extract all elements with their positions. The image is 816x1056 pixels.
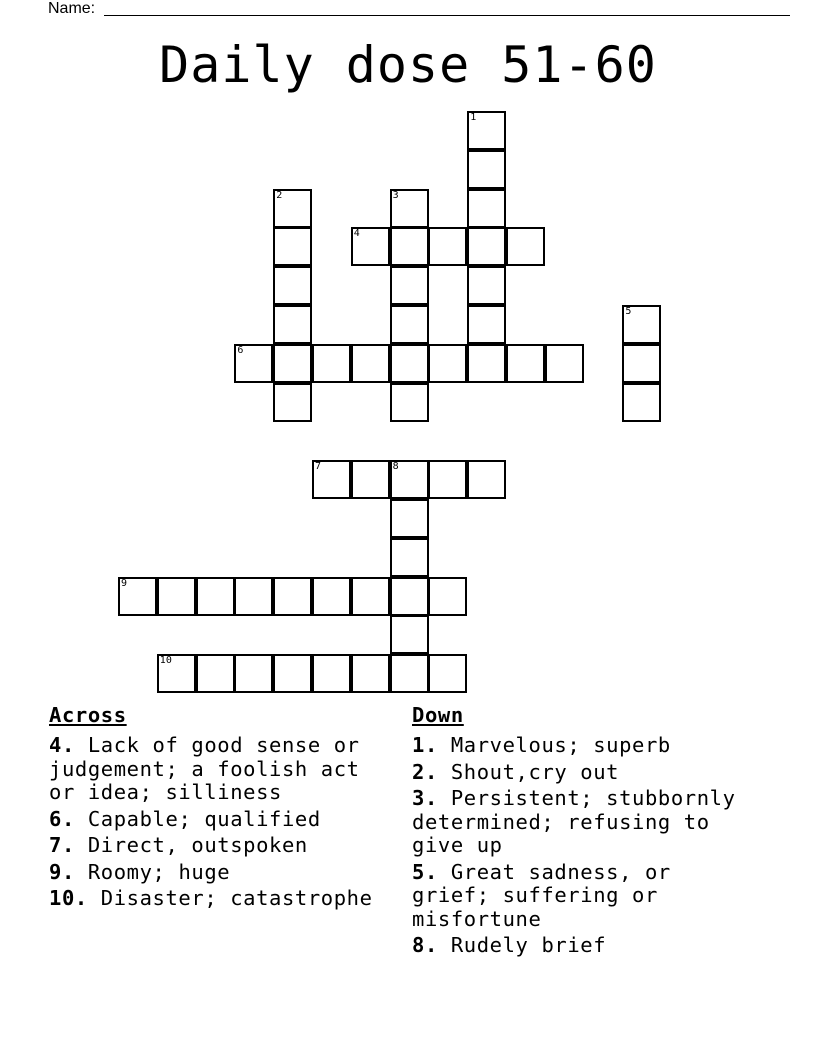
grid-cell[interactable] [428, 577, 467, 616]
clue-index: 9. [49, 859, 75, 884]
clue-text: Marvelous; superb [450, 733, 671, 757]
grid-cell[interactable] [351, 577, 390, 616]
grid-cell[interactable] [467, 227, 506, 266]
grid-cell[interactable] [273, 189, 312, 228]
grid-cell[interactable] [545, 344, 584, 383]
grid-cell[interactable] [467, 344, 506, 383]
clue-number: 10 [159, 655, 172, 667]
grid-cell[interactable] [622, 344, 661, 383]
grid-cell[interactable] [390, 383, 429, 422]
grid-cell[interactable] [157, 577, 196, 616]
grid-cell[interactable] [312, 344, 351, 383]
grid-cell[interactable] [312, 654, 351, 693]
down-clues [412, 702, 752, 961]
grid-cell[interactable] [390, 499, 429, 538]
clue-index: 8. [412, 933, 438, 957]
clue-text: Capable; qualified [87, 806, 321, 831]
clue-index: 6. [49, 806, 75, 831]
clue-index: 4. [49, 733, 75, 757]
across-heading: Across [49, 703, 127, 727]
grid-cell[interactable] [428, 460, 467, 499]
grid-cell[interactable] [428, 227, 467, 266]
across-clues [49, 702, 394, 914]
grid-cell[interactable] [351, 344, 390, 383]
grid-cell[interactable] [196, 654, 235, 693]
grid-cell[interactable] [506, 227, 545, 266]
grid-cell[interactable] [467, 111, 506, 150]
grid-cell[interactable] [351, 227, 390, 266]
grid-cell[interactable] [312, 577, 351, 616]
clue-number: 6 [237, 344, 244, 356]
clue-text: Great sadness, or grief; suffering or misfortune [412, 859, 671, 931]
grid-cell[interactable] [390, 344, 429, 383]
name-label: Name: [48, 0, 96, 17]
across-clue [49, 808, 394, 832]
clue-number: 3 [392, 189, 399, 201]
down-clue [412, 861, 752, 932]
clue-index: 1. [412, 733, 438, 757]
grid-cell[interactable] [467, 266, 506, 305]
clue-index: 2. [412, 759, 438, 784]
grid-cell[interactable] [312, 460, 351, 499]
grid-cell[interactable] [273, 305, 312, 344]
clue-text: Persistent; stubbornly determined; refusing to give up [412, 786, 736, 857]
grid-cell[interactable] [351, 460, 390, 499]
clue-index: 3. [412, 786, 438, 810]
grid-cell[interactable] [273, 383, 312, 422]
grid-cell[interactable] [351, 654, 390, 693]
grid-cell[interactable] [467, 189, 506, 228]
clue-text: Lack of good sense or judgement; a foolish act or idea; silliness [49, 733, 360, 804]
grid-cell[interactable] [118, 577, 157, 616]
down-heading: Down [412, 703, 464, 727]
clue-number: 1 [470, 112, 477, 123]
clue-text: Rudely brief [450, 933, 607, 957]
down-clue [412, 734, 752, 758]
grid-cell[interactable] [506, 344, 545, 383]
grid-cell[interactable] [390, 654, 429, 693]
grid-cell[interactable] [622, 383, 661, 422]
clue-text: Disaster; catastrophe [100, 886, 373, 910]
grid-cell[interactable] [157, 654, 196, 693]
grid-cell[interactable] [390, 577, 429, 616]
clue-number: 2 [276, 189, 283, 201]
grid-cell[interactable] [467, 150, 506, 189]
clue-text: Direct, outspoken [87, 833, 308, 857]
clue-index: 7. [49, 833, 75, 857]
across-clue [49, 887, 394, 911]
clue-index: 10. [49, 886, 88, 910]
across-clue-list [49, 734, 394, 911]
clue-number: 8 [392, 461, 399, 473]
grid-cell[interactable] [273, 266, 312, 305]
grid-cell[interactable] [467, 305, 506, 344]
across-clue [49, 734, 394, 805]
grid-cell[interactable] [428, 344, 467, 383]
grid-cell[interactable] [234, 654, 273, 693]
grid-cell[interactable] [273, 344, 312, 383]
down-clue [412, 934, 752, 958]
grid-cell[interactable] [428, 654, 467, 693]
across-clue [49, 834, 394, 858]
clue-number: 4 [353, 228, 360, 240]
grid-cell[interactable] [390, 305, 429, 344]
grid-cell[interactable] [622, 305, 661, 344]
grid-cell[interactable] [390, 266, 429, 305]
grid-cell[interactable] [196, 577, 235, 616]
down-clue [412, 787, 752, 858]
across-clue [49, 861, 394, 885]
clue-number: 9 [121, 577, 128, 589]
clue-number: 7 [315, 461, 322, 473]
clue-text: Shout,cry out [450, 759, 620, 784]
grid-cell[interactable] [390, 615, 429, 654]
grid-cell[interactable] [273, 227, 312, 266]
grid-cell[interactable] [390, 538, 429, 577]
grid-cell[interactable] [390, 227, 429, 266]
down-clue [412, 761, 752, 785]
grid-cell[interactable] [273, 577, 312, 616]
grid-cell[interactable] [390, 189, 429, 228]
grid-cell[interactable] [273, 654, 312, 693]
down-clue-list [412, 734, 752, 958]
grid-cell[interactable] [390, 460, 429, 499]
page-title: Daily dose 51-60 [159, 36, 657, 94]
clue-index: 5. [412, 859, 438, 884]
clue-text: Roomy; huge [87, 859, 231, 884]
grid-cell[interactable] [467, 460, 506, 499]
grid-cell[interactable] [234, 344, 273, 383]
clue-number: 5 [625, 306, 632, 317]
grid-cell[interactable] [234, 577, 273, 616]
